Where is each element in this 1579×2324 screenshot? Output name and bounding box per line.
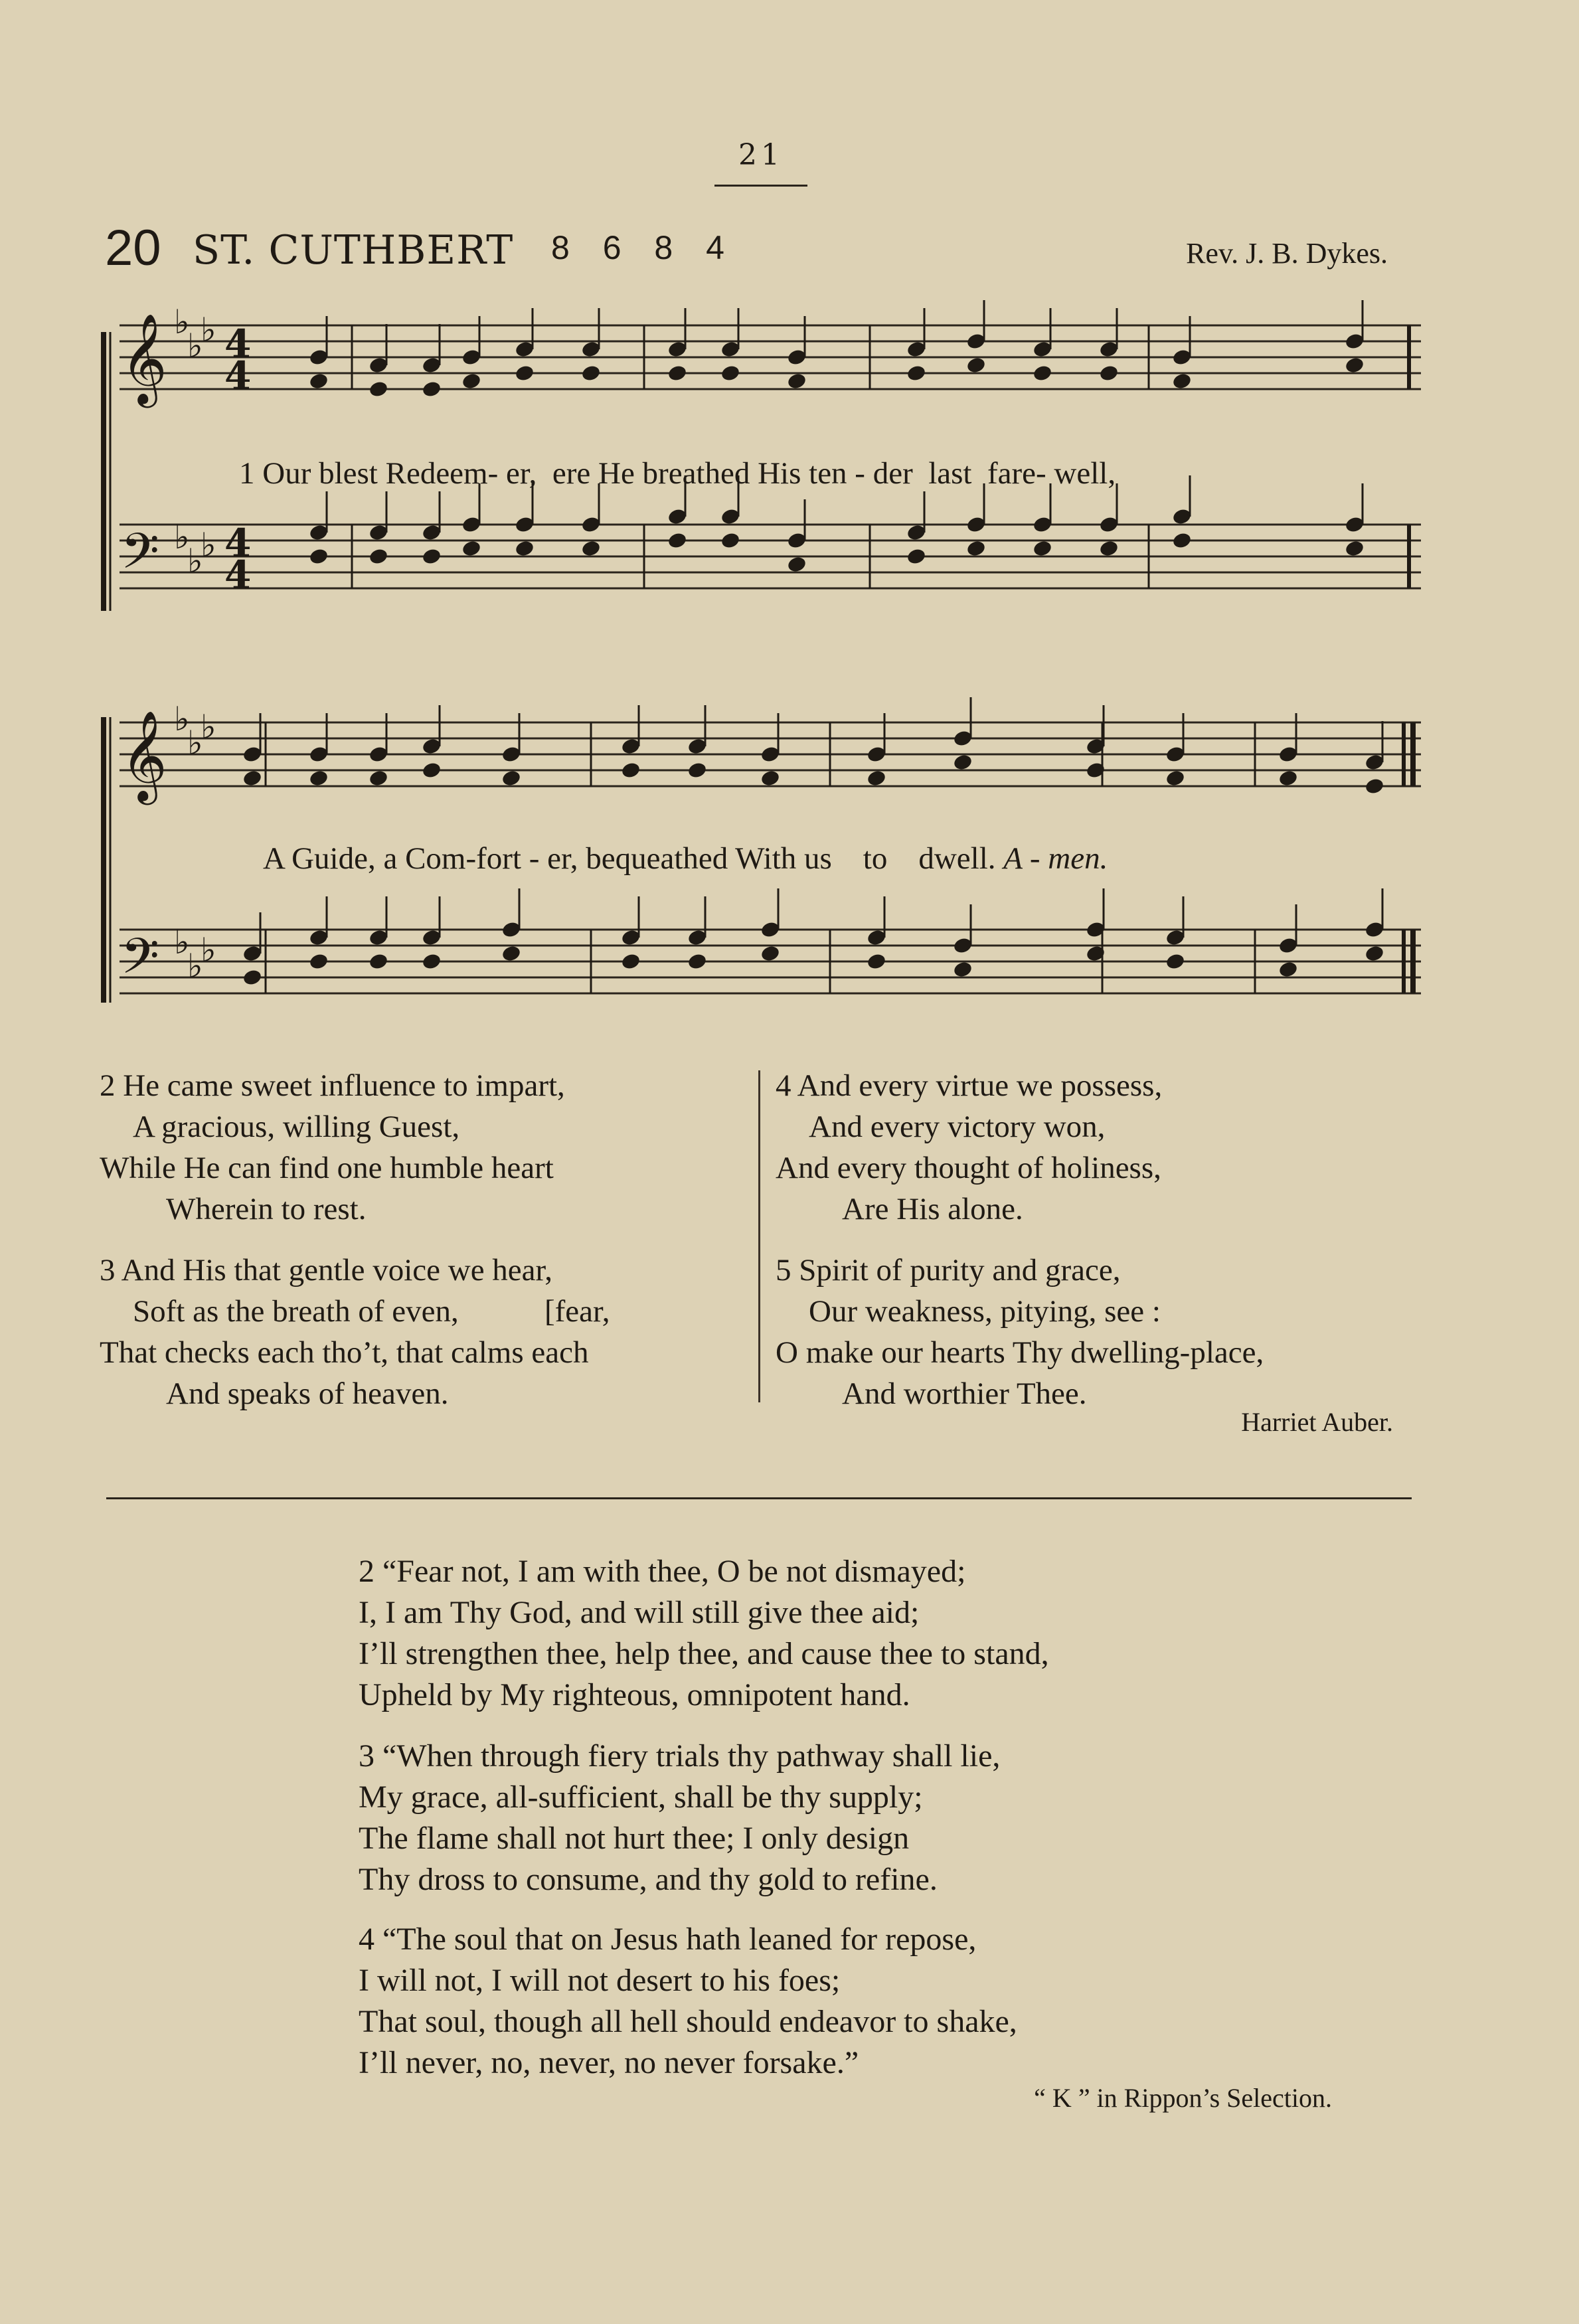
svg-text:♭: ♭ — [201, 526, 216, 564]
verse-line: And worthier Thee. — [842, 1376, 1087, 1411]
verse-line-text: “When through fiery trials thy pathway shall lie, — [382, 1738, 1001, 1774]
page-number: 21 — [738, 138, 784, 172]
note-head — [368, 769, 388, 788]
verse-line: That checks each tho’t, that calms each — [100, 1335, 589, 1370]
bass-clef-icon: 𝄢 — [121, 928, 159, 997]
verse-line: And every thought of holiness, — [776, 1151, 1161, 1185]
note-head — [667, 531, 687, 550]
svg-text:♭: ♭ — [201, 311, 216, 349]
verse-line: Wherein to rest. — [166, 1192, 367, 1226]
note-head — [421, 952, 442, 971]
time-signature-bottom: 4 — [224, 353, 252, 398]
hymn-author: Harriet Auber. — [1241, 1407, 1393, 1437]
svg-text:♭: ♭ — [174, 923, 190, 961]
verse-line: While He can find one humble heart — [100, 1151, 554, 1185]
tune-name: ST. CUTHBERT — [193, 227, 514, 274]
time-signature-top: 4 — [224, 321, 252, 367]
verse-line — [100, 1250, 610, 1291]
verse-number: 3 — [359, 1738, 374, 1774]
lyric-line-2 — [263, 841, 1108, 876]
time-signature-bottom: 4 — [224, 552, 252, 598]
verse-line: My grace, all-sufficient, shall be thy supply; — [359, 1780, 923, 1815]
note-head — [1165, 769, 1185, 788]
note-head — [667, 364, 687, 382]
note-head — [866, 769, 886, 788]
k-verse-4 — [359, 1919, 1017, 2084]
verse-line — [359, 1551, 1049, 1592]
verse-line: Upheld by My righteous, omnipotent hand. — [359, 1677, 910, 1712]
time-signature-treble — [224, 321, 251, 398]
verse-number: 3 — [100, 1253, 116, 1287]
verse-line: I’ll never, no, never, no never forsake.” — [359, 2045, 859, 2080]
note-head — [242, 968, 262, 987]
note-head — [1344, 356, 1365, 374]
note-head — [501, 769, 521, 788]
note-head — [1344, 539, 1365, 558]
svg-text:♭: ♭ — [201, 931, 216, 969]
time-signature-top: 4 — [224, 521, 252, 566]
verse-line-text: Spirit of purity and grace, — [799, 1253, 1121, 1287]
verse-number: 2 — [359, 1554, 374, 1589]
verse-5 — [776, 1250, 1264, 1414]
note-head — [952, 753, 973, 772]
note-head — [620, 761, 641, 780]
note-head — [786, 372, 807, 390]
note-head — [421, 547, 442, 566]
note-head — [368, 952, 388, 971]
music-system-2 — [100, 677, 1421, 1049]
key-signature-treble — [174, 700, 216, 762]
lyric-line-2-text: A Guide, a Com-fort - er, bequeathed With us to dwell. — [263, 841, 1004, 876]
note-head — [1171, 372, 1192, 390]
verse-line: Are His alone. — [842, 1192, 1023, 1226]
verse-number: 4 — [776, 1068, 791, 1103]
treble-clef-icon: 𝄞 — [121, 312, 167, 404]
amen-text: A - men. — [1003, 841, 1108, 876]
verse-line — [776, 1250, 1264, 1291]
notes-treble-1 — [308, 300, 1365, 398]
note-head — [580, 364, 601, 382]
note-head — [308, 547, 329, 566]
verse-3 — [100, 1250, 610, 1414]
verse-line — [776, 1065, 1162, 1106]
note-head — [965, 539, 986, 558]
verse-line: That soul, though all hell should endeavor to shake, — [359, 2004, 1017, 2039]
verse-line-text: “The soul that on Jesus hath leaned for repose, — [382, 1922, 977, 1957]
verse-line — [100, 1065, 565, 1106]
lyric-line-1: 1 Our blest Redeem- er, ere He breathed His ten - der last fare- well, — [239, 456, 1116, 491]
verse-line: Soft as the breath of even, [fear, — [133, 1294, 610, 1329]
hymn-header — [100, 219, 1388, 279]
note-head — [1032, 364, 1052, 382]
verse-line: I, I am Thy God, and will still give thee aid; — [359, 1595, 920, 1630]
music-system-1 — [100, 292, 1421, 664]
k-hymn-attribution: “ K ” in Rippon’s Selection. — [1034, 2083, 1332, 2113]
note-head — [965, 356, 986, 374]
key-signature-bass — [174, 518, 216, 580]
note-head — [1278, 960, 1298, 979]
verse-line: I will not, I will not desert to his foes; — [359, 1963, 841, 1998]
note-head — [421, 380, 442, 398]
note-head — [952, 960, 973, 979]
note-head — [1032, 539, 1052, 558]
note-head — [308, 952, 329, 971]
verse-line — [359, 1736, 1000, 1777]
note-head — [906, 364, 926, 382]
note-head — [906, 547, 926, 566]
key-signature-treble — [174, 303, 216, 365]
k-verse-3 — [359, 1736, 1000, 1900]
note-head — [1364, 944, 1384, 963]
treble-clef-icon: 𝄞 — [121, 709, 167, 801]
meter: 8 6 8 4 — [551, 229, 736, 266]
note-head — [308, 372, 329, 390]
note-head — [760, 769, 780, 788]
verse-line: O make our hearts Thy dwelling-place, — [776, 1335, 1264, 1370]
verse-2 — [100, 1065, 565, 1230]
note-head — [720, 531, 740, 550]
note-head — [687, 952, 707, 971]
note-head — [368, 380, 388, 398]
hymn-number: 20 — [105, 220, 161, 276]
note-head — [786, 555, 807, 574]
bass-clef-icon: 𝄢 — [121, 523, 159, 592]
note-head — [580, 539, 601, 558]
verse-line: The flame shall not hurt thee; I only design — [359, 1821, 910, 1856]
svg-text:♭: ♭ — [187, 947, 203, 985]
note-head — [308, 769, 329, 788]
verse-line: And every victory won, — [809, 1110, 1106, 1144]
section-divider — [106, 1497, 1412, 1499]
note-head — [1098, 539, 1119, 558]
verse-line: And speaks of heaven. — [166, 1376, 449, 1411]
verse-number: 4 — [359, 1922, 374, 1957]
note-head — [1278, 769, 1298, 788]
key-signature-bass — [174, 923, 216, 985]
verse-line: A gracious, willing Guest, — [133, 1110, 460, 1144]
verse-line: Thy dross to consume, and thy gold to refine. — [359, 1862, 938, 1897]
note-head — [461, 539, 481, 558]
note-head — [461, 372, 481, 390]
verse-line — [359, 1919, 1017, 1960]
svg-text:♭: ♭ — [187, 327, 203, 365]
verse-line: I’ll strengthen thee, help thee, and cause thee to stand, — [359, 1636, 1049, 1671]
note-head — [720, 364, 740, 382]
note-head — [760, 944, 780, 963]
note-head — [1171, 531, 1192, 550]
note-head — [514, 539, 535, 558]
verse-4 — [776, 1065, 1162, 1230]
note-head — [620, 952, 641, 971]
notes-bass-2 — [242, 888, 1384, 987]
verse-line-text: And His that gentle voice we hear, — [121, 1253, 553, 1287]
time-signature-bass — [224, 521, 251, 598]
note-head — [242, 769, 262, 788]
svg-text:♭: ♭ — [187, 724, 203, 762]
svg-text:♭: ♭ — [187, 542, 203, 580]
verse-number: 5 — [776, 1253, 791, 1287]
note-head — [1364, 777, 1384, 795]
note-head — [421, 761, 442, 780]
note-head — [866, 952, 886, 971]
note-head — [514, 364, 535, 382]
svg-text:♭: ♭ — [174, 303, 190, 341]
svg-text:♭: ♭ — [174, 700, 190, 738]
notes-treble-2 — [242, 697, 1384, 795]
k-verse-2 — [359, 1551, 1049, 1716]
verse-column-divider — [758, 1070, 760, 1402]
note-head — [501, 944, 521, 963]
composer: Rev. J. B. Dykes. — [1186, 237, 1388, 270]
note-head — [1098, 364, 1119, 382]
page-number-rule — [714, 185, 807, 187]
note-head — [1165, 952, 1185, 971]
verse-line-text: “Fear not, I am with thee, O be not dismayed; — [382, 1554, 966, 1589]
svg-text:♭: ♭ — [174, 518, 190, 556]
note-head — [687, 761, 707, 780]
svg-text:♭: ♭ — [201, 708, 216, 746]
verse-line: Our weakness, pitying, see : — [809, 1294, 1161, 1329]
verse-number: 2 — [100, 1068, 116, 1103]
verse-line-text: He came sweet influence to impart, — [123, 1068, 565, 1103]
verse-line-text: And every virtue we possess, — [797, 1068, 1163, 1103]
note-head — [368, 547, 388, 566]
